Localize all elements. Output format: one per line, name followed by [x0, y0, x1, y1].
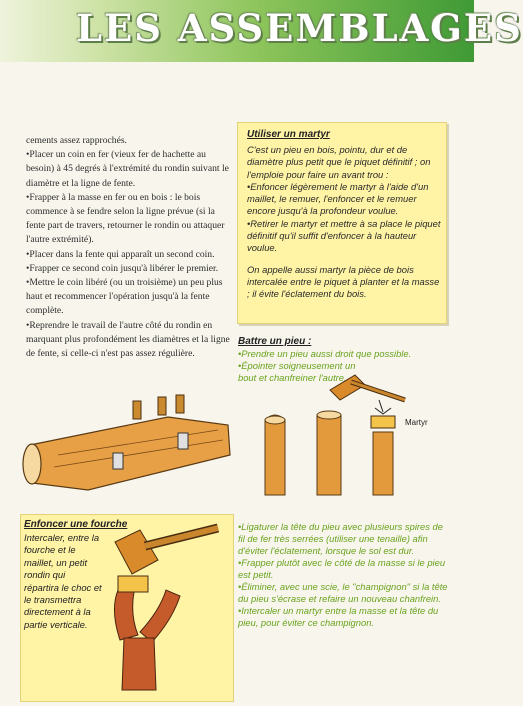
left-paragraph: •Mettre le coin libéré (ou un troisième) un peu plus haut et recommencer l'opération jusqu'à la fente complète. — [26, 277, 223, 317]
battre-title: Battre un pieu : — [238, 336, 312, 347]
battre-step: •Épointer soigneusement un bout et chanfreiner l'autre. — [238, 360, 356, 383]
tip-item: •Éliminer, avec une scie, le "champignon" si la tête du pieu s'écrase et refaire un nouveau chanfrein. — [238, 581, 448, 604]
tip-item: •Frapper plutôt avec le côté de la masse si le pieu est petit. — [238, 557, 446, 580]
left-paragraph: •Frapper ce second coin jusqu'à libérer le premier. — [26, 262, 219, 274]
log-splitting-illustration — [18, 395, 248, 505]
fourche-body: Intercaler, entre la fourche et le maillet, un petit rondin qui répartira le choc et le transmettra directement à la partie verticale. — [24, 532, 102, 630]
tip-item: •Intercaler un martyr entre la masse et la tête du pieu, pour éviter ce champignon. — [238, 605, 439, 628]
martyr-box-title: Utiliser un martyr — [247, 129, 330, 140]
martyr-paragraph: •Retirer le martyr et mettre à sa place le piquet définitif qu'il suffit d'enfoncer à la hauteur voulue. — [247, 217, 441, 254]
bottom-tips-list — [238, 521, 450, 629]
stakes-illustration — [255, 370, 455, 500]
martyr-label: Martyr — [405, 418, 428, 427]
page-title: LES ASSEMBLAGES — [76, 6, 523, 50]
left-paragraph: •Frapper à la masse en fer ou en bois : le bois commence à se fendre selon la ligne prévue (si la fente part de travers, retourner le rondin ou attaquer l'autre extrémité). — [26, 191, 225, 246]
left-paragraph: cements assez rapprochés. — [26, 135, 127, 146]
battre-step: •Prendre un pieu aussi droit que possible. — [238, 348, 412, 359]
martyr-box-body — [247, 144, 441, 301]
left-paragraph: •Reprendre le travail de l'autre côté du rondin en marquant plus profondément les diamètres et la ligne de fente, si celle-ci n'est pas assez régulière. — [26, 319, 230, 360]
left-paragraph: •Placer dans la fente qui apparaît un second coin. — [26, 248, 215, 260]
title-banner — [0, 0, 523, 62]
fourche-title: Enfoncer une fourche — [24, 519, 128, 530]
left-paragraph: •Placer un coin en fer (vieux fer de hachette au besoin) à 45 degrés à l'extrémité du rondin suivant le diamètre et la ligne de fente. — [26, 149, 229, 189]
martyr-paragraph: •Enfoncer légèrement le martyr à l'aide d'un maillet, le remuer, l'enfoncer et le remuer encore jusqu'à la profondeur voulue. — [247, 180, 429, 217]
tip-item: •Ligaturer la tête du pieu avec plusieurs spires de fil de fer très serrées (utiliser une tenaille) afin d'éviter l'éclatement, lorsque le sol est dur. — [238, 521, 443, 556]
left-column-text — [26, 134, 230, 361]
martyr-paragraph: C'est un pieu en bois, pointu, dur et de diamètre plus petit que le piquet définitif ; on l'emploie pour faire un avant trou : — [247, 144, 431, 180]
fork-mallet-illustration — [100, 520, 230, 690]
martyr-info-box — [237, 122, 447, 324]
martyr-paragraph: On appelle aussi martyr la pièce de bois intercalée entre le piquet à planter et la masse ; il évite l'éclatement du bois. — [247, 263, 440, 300]
